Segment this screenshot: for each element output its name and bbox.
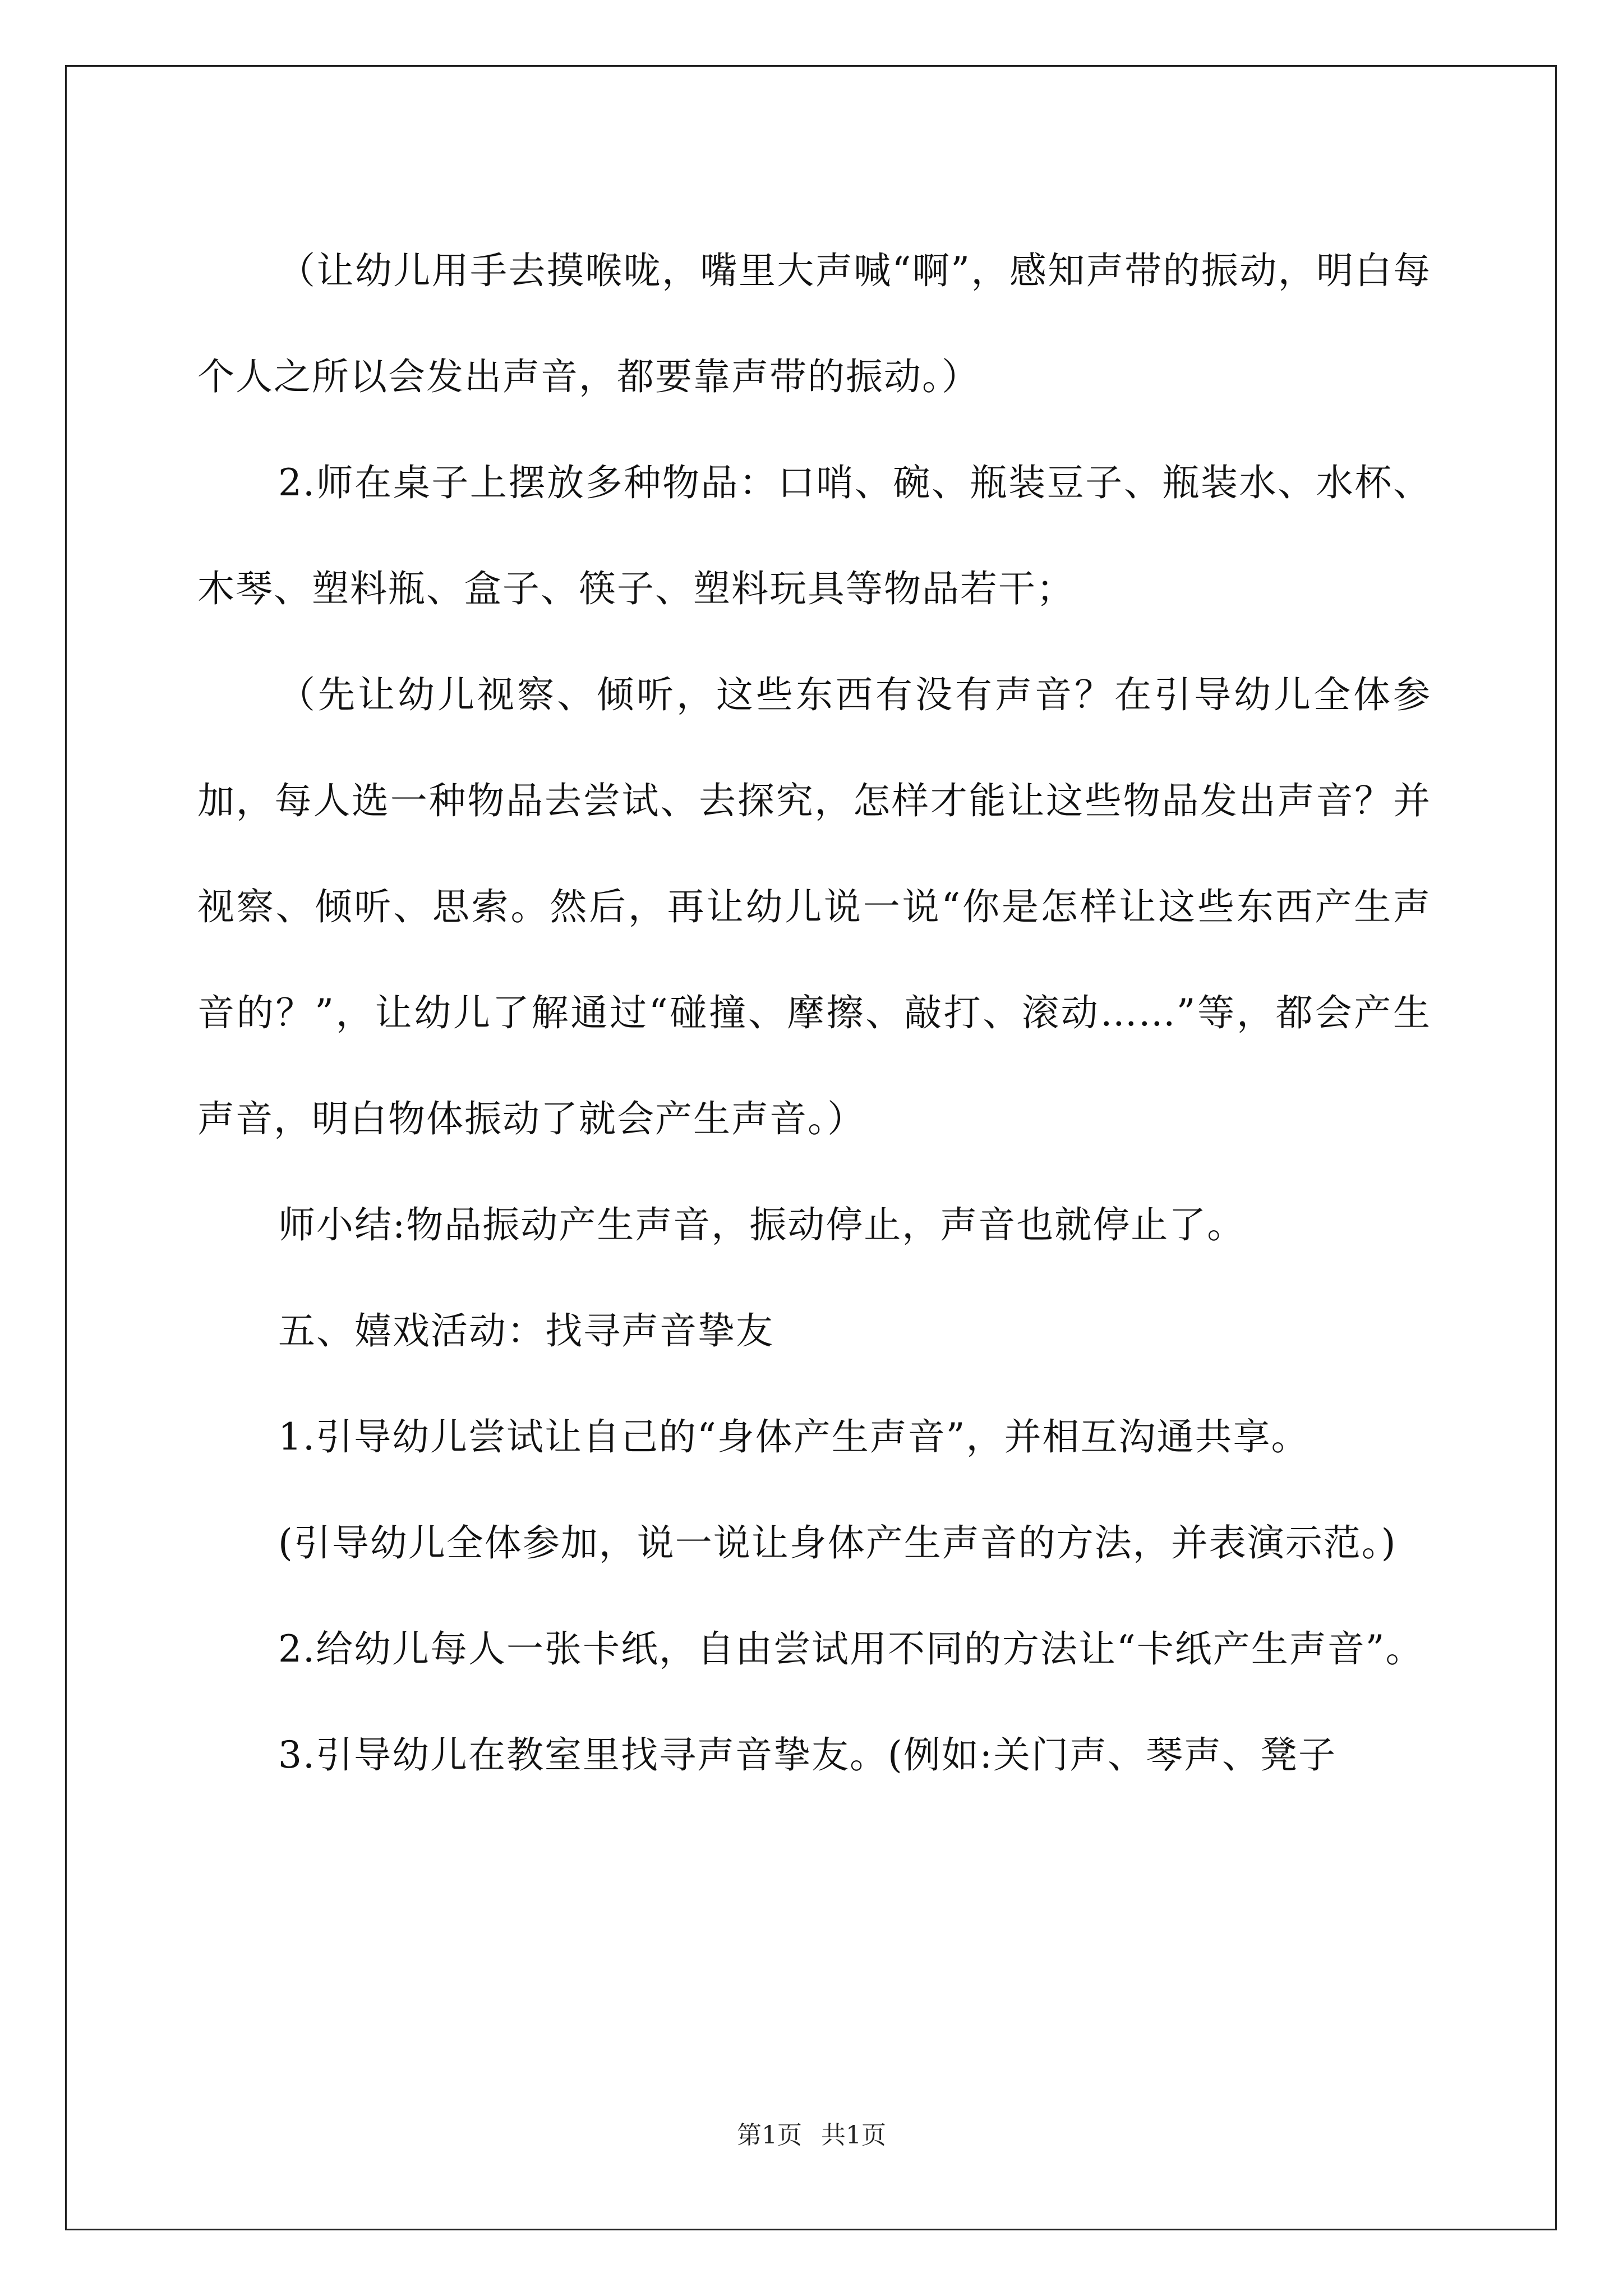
paragraph-teacher-summary: 师小结:物品振动产生声音，振动停止，声音也就停止了。 bbox=[278, 1203, 1246, 1246]
page-number: 第1页 bbox=[737, 2121, 802, 2150]
section-heading-game: 五、嬉戏活动：找寻声音挚友 bbox=[278, 1309, 774, 1352]
document-body bbox=[197, 218, 1431, 1808]
paragraph-body-sounds: 1.引导幼儿尝试让自己的“身体产生声音”，并相互沟通共享。 bbox=[278, 1415, 1310, 1458]
page-footer bbox=[0, 2115, 1623, 2151]
paragraph-explore-sounds: （先让幼儿视察、倾听，这些东西有没有声音？在引导幼儿全体参加，每人选一种物品去尝试、去探究，怎样才能让这些物品发出声音？并视察、倾听、思索。然后，再让幼儿说一说“你是怎样让这些东西产生声音的？”，让幼儿了解通过“碰撞、摩擦、敲打、滚动……”等，都会产生声音，明白物体振动了就会产生声音。） bbox=[197, 673, 1431, 1140]
paragraph-classroom-sounds: 3.引导幼儿在教室里找寻声音挚友。(例如:关门声、琴声、凳子 bbox=[278, 1733, 1336, 1777]
paragraph-cardboard: 2.给幼儿每人一张卡纸，自由尝试用不同的方法让“卡纸产生声音”。 bbox=[278, 1627, 1424, 1671]
page-total: 共1页 bbox=[821, 2121, 886, 2150]
paragraph-demonstrate: (引导幼儿全体参加，说一说让身体产生声音的方法，并表演示范。) bbox=[278, 1521, 1397, 1565]
paragraph-objects-list: 2.师在桌子上摆放多种物品：口哨、碗、瓶装豆子、瓶装水、水杯、木琴、塑料瓶、盒子、筷子、塑料玩具等物品若干； bbox=[197, 461, 1431, 610]
paragraph-vocal-cords: （让幼儿用手去摸喉咙，嘴里大声喊“啊”，感知声带的振动，明白每个人之所以会发出声音，都要靠声带的振动。） bbox=[197, 249, 1431, 398]
